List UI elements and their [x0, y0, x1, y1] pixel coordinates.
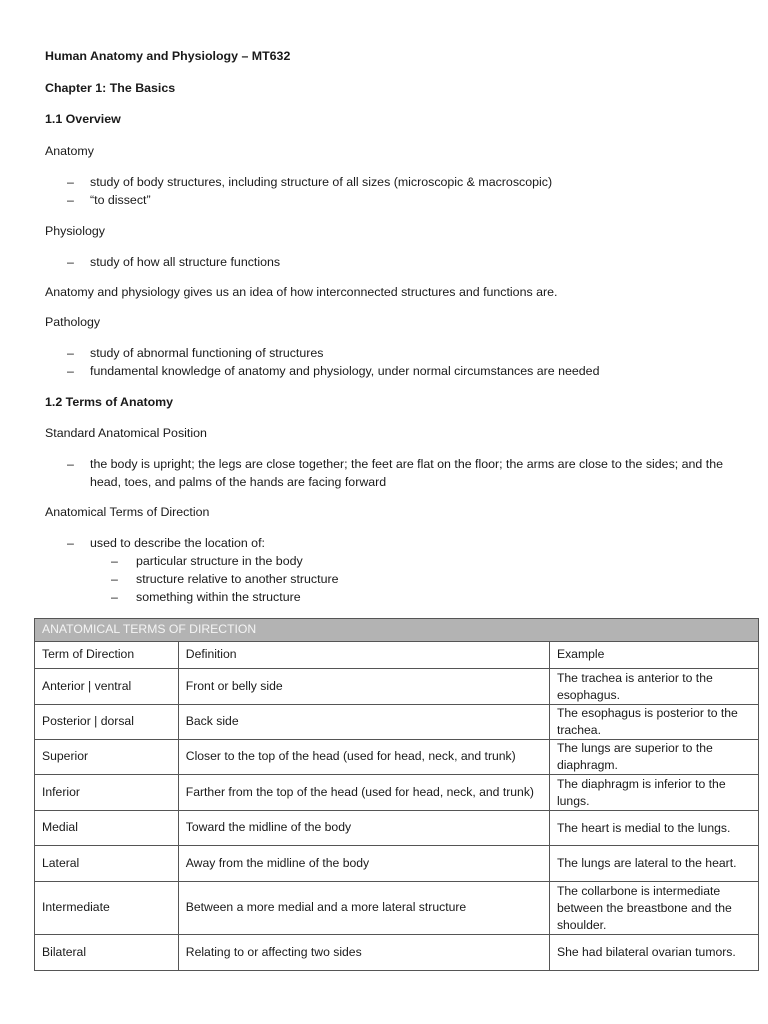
definition-cell: Toward the midline of the body [178, 811, 549, 846]
table-row [35, 811, 759, 846]
definition-cell: Closer to the top of the head (used for head, neck, and trunk) [178, 740, 549, 775]
standard-position-list [45, 455, 725, 491]
pathology-label: Pathology [45, 315, 101, 329]
table-row [35, 705, 759, 740]
table-header-row [35, 642, 759, 669]
list-item: – particular structure in the body [45, 552, 338, 570]
example-cell: The heart is medial to the lungs. [549, 811, 758, 846]
anatomy-list [45, 173, 552, 209]
terms-of-direction-table [34, 618, 759, 971]
example-cell: The esophagus is posterior to the trachea. [549, 705, 758, 740]
terms-of-direction-list [45, 534, 265, 552]
list-item: – used to describe the location of: [45, 534, 265, 552]
table-row [35, 775, 759, 811]
definition-cell: Front or belly side [178, 669, 549, 705]
example-cell: The collarbone is intermediate between the breastbone and the shoulder. [549, 882, 758, 935]
list-item: – fundamental knowledge of anatomy and physiology, under normal circumstances are needed [45, 362, 599, 380]
table-row [35, 935, 759, 971]
table-row [35, 882, 759, 935]
example-cell: The lungs are lateral to the heart. [549, 846, 758, 882]
term-cell: Inferior [35, 775, 179, 811]
chapter-heading: Chapter 1: The Basics [45, 81, 176, 95]
definition-cell: Between a more medial and a more lateral structure [178, 882, 549, 935]
term-cell: Lateral [35, 846, 179, 882]
table-caption-row [35, 619, 759, 642]
list-item: – study of how all structure functions [45, 253, 280, 271]
term-cell: Intermediate [35, 882, 179, 935]
definition-cell: Away from the midline of the body [178, 846, 549, 882]
list-item: – the body is upright; the legs are close together; the feet are flat on the floor; the arms are close to the sides; and the head, toes, and palms of the hands are facing forward [45, 455, 725, 491]
term-cell: Superior [35, 740, 179, 775]
term-cell: Posterior | dorsal [35, 705, 179, 740]
standard-position-label: Standard Anatomical Position [45, 426, 207, 440]
example-cell: The diaphragm is inferior to the lungs. [549, 775, 758, 811]
physiology-label: Physiology [45, 224, 105, 238]
anatomy-label: Anatomy [45, 144, 94, 158]
column-header-definition: Definition [178, 642, 549, 669]
document-title: Human Anatomy and Physiology – MT632 [45, 49, 291, 63]
term-cell: Bilateral [35, 935, 179, 971]
list-item: – study of abnormal functioning of structures [45, 344, 599, 362]
term-cell: Anterior | ventral [35, 669, 179, 705]
list-item: – study of body structures, including structure of all sizes (microscopic & macroscopic) [45, 173, 552, 191]
anatomy-physiology-sentence: Anatomy and physiology gives us an idea of how interconnected structures and functions are. [45, 285, 558, 299]
terms-of-direction-sublist [45, 552, 338, 606]
definition-cell: Farther from the top of the head (used for head, neck, and trunk) [178, 775, 549, 811]
list-item: – something within the structure [45, 588, 338, 606]
table-caption: ANATOMICAL TERMS OF DIRECTION [35, 619, 759, 642]
section-heading-terms: 1.2 Terms of Anatomy [45, 395, 174, 409]
example-cell: The trachea is anterior to the esophagus. [549, 669, 758, 705]
example-cell: The lungs are superior to the diaphragm. [549, 740, 758, 775]
table-row [35, 669, 759, 705]
column-header-term: Term of Direction [35, 642, 179, 669]
table-row [35, 846, 759, 882]
table-row [35, 740, 759, 775]
list-item: – “to dissect” [45, 191, 552, 209]
list-item: – structure relative to another structure [45, 570, 338, 588]
terms-of-direction-label: Anatomical Terms of Direction [45, 505, 210, 519]
definition-cell: Back side [178, 705, 549, 740]
example-cell: She had bilateral ovarian tumors. [549, 935, 758, 971]
term-cell: Medial [35, 811, 179, 846]
definition-cell: Relating to or affecting two sides [178, 935, 549, 971]
pathology-list [45, 344, 599, 380]
column-header-example: Example [549, 642, 758, 669]
section-heading-overview: 1.1 Overview [45, 112, 121, 126]
physiology-list [45, 253, 280, 271]
